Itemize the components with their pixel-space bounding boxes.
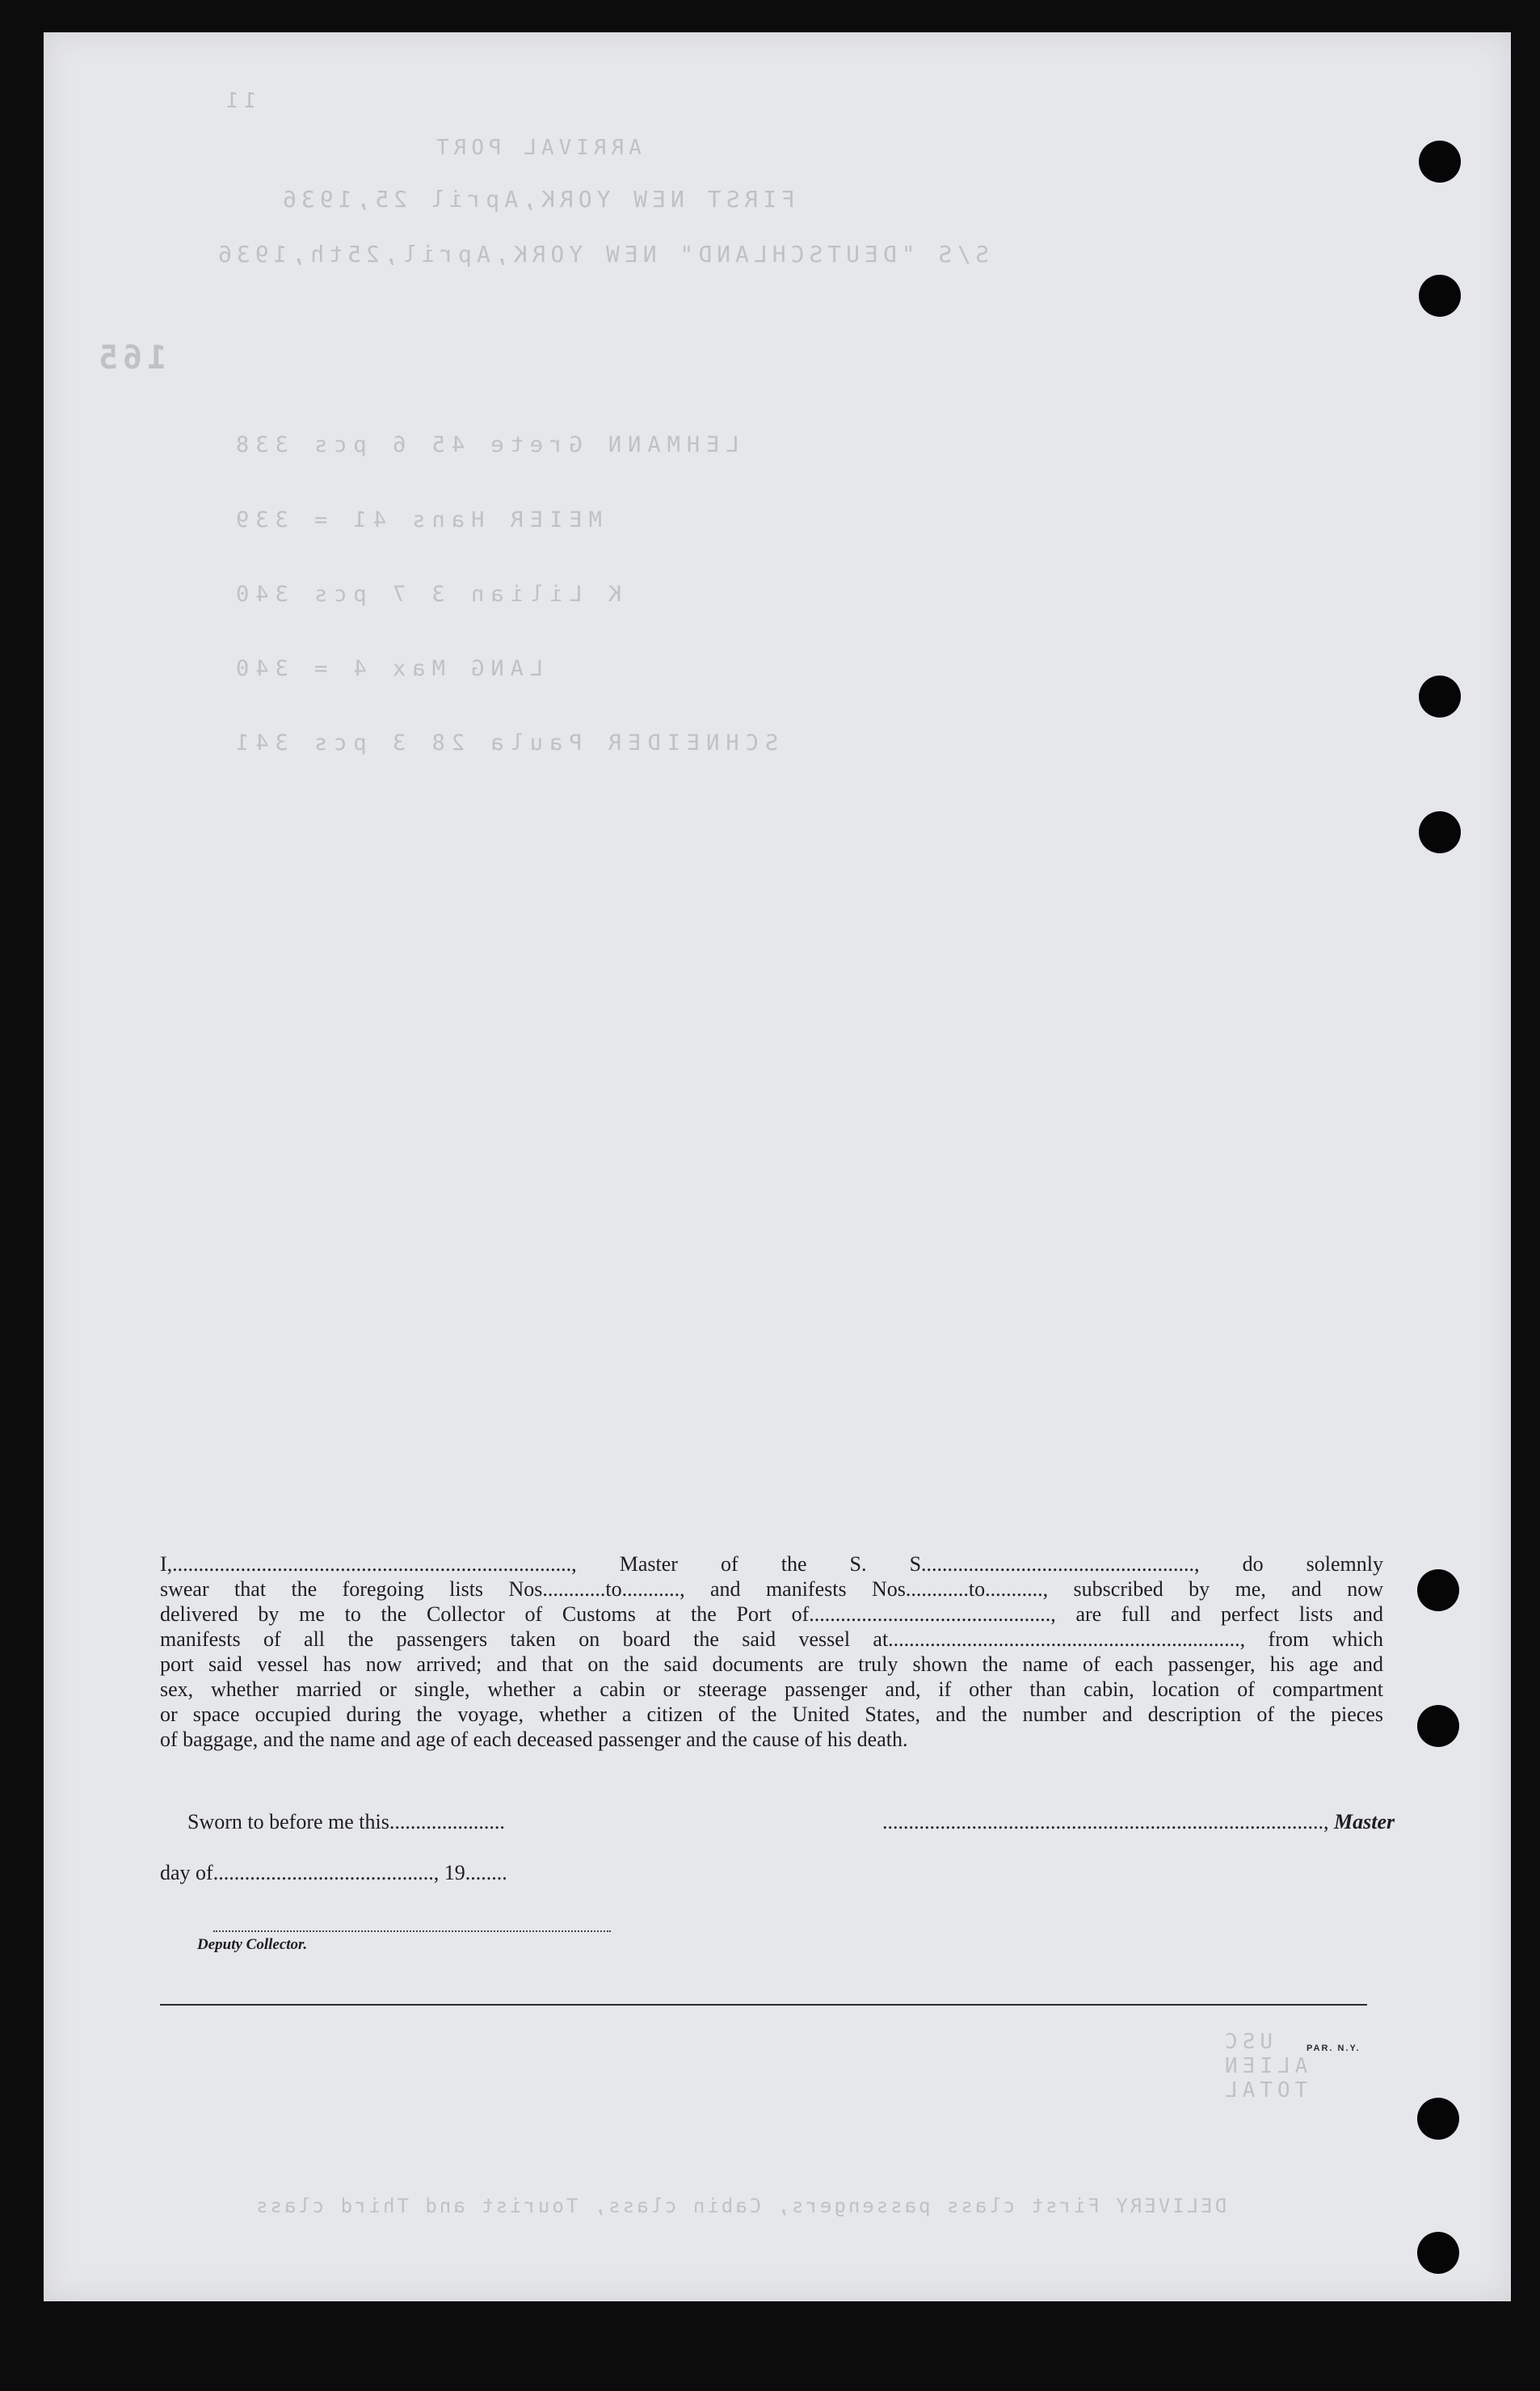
day-of-line: day of.........................................., 19........: [160, 1861, 507, 1884]
bleed-through-heading: ARRIVAL PORT: [431, 136, 642, 160]
binder-hole: [1417, 1705, 1459, 1747]
footer-rule: [160, 2004, 1367, 2006]
deputy-collector-signature-line: [213, 1930, 611, 1932]
bleed-through-ship-date: S/S "DEUTSCHLAND" NEW YORK,April,25th,1936: [213, 241, 990, 267]
oath-line: delivered by me to the Collector of Customs at the Port of.............................................., are full and perfect lists and: [160, 1602, 1383, 1626]
oath-line: I,............................................................................, Master of the S. S...................................................., do solemnly: [160, 1552, 1383, 1576]
binder-hole: [1417, 2098, 1459, 2140]
bleed-through-usc: USC: [1220, 2030, 1273, 2054]
oath-line: sex, whether married or single, whether a cabin or steerage passenger and, if other than cabin, location of compartment: [160, 1677, 1383, 1701]
master-signature-dots: ....................................................................................,: [882, 1810, 1329, 1833]
bleed-through-class-date: FIRST NEW YORK,April 25,1936: [278, 186, 796, 213]
oath-line: swear that the foregoing lists Nos............to..........., and manifests Nos............to..........., subscribed by me, and now: [160, 1577, 1383, 1601]
oath-line: port said vessel has now arrived; and that on the said documents are truly shown the name of each passenger, his age and: [160, 1652, 1383, 1676]
bleed-through-total: TOTAL: [1220, 2078, 1308, 2103]
bleed-through-row: K Lilian 3 7 pcs 340: [229, 582, 622, 607]
binder-hole: [1419, 141, 1461, 183]
oath-line: or space occupied during the voyage, whether a citizen of the United States, and the number and description of the pieces: [160, 1703, 1383, 1726]
bleed-through-row: LANG Max 4 = 340: [229, 656, 544, 681]
binder-hole: [1419, 676, 1461, 718]
bleed-through-row: MEIER Hans 41 = 339: [229, 507, 602, 533]
sworn-before-line: Sworn to before me this......................: [187, 1810, 505, 1833]
binder-hole: [1417, 1569, 1459, 1611]
binder-hole: [1417, 2232, 1459, 2274]
bleed-through-footer: DELIVERY First class passengers, Cabin class, Tourist and Third class: [254, 2195, 1227, 2217]
bleed-through-page-number: 11: [221, 89, 257, 113]
master-signature-line: [882, 1810, 1395, 1834]
binder-hole: [1419, 811, 1461, 853]
form-printer-mark: PAR. N.Y.: [1306, 2044, 1361, 2053]
bleed-through-alien: ALIEN: [1220, 2054, 1308, 2078]
master-label: Master: [1334, 1810, 1395, 1833]
master-oath-paragraph: [160, 1551, 1383, 1752]
deputy-collector-label: Deputy Collector.: [197, 1936, 308, 1953]
oath-line: manifests of all the passengers taken on board the said vessel at..................................................................., from which: [160, 1627, 1383, 1651]
manifest-page: [44, 32, 1511, 2301]
bleed-through-row: LEHMANN Grete 45 6 pcs 338: [229, 432, 739, 457]
binder-hole: [1419, 275, 1461, 317]
bleed-through-row: SCHNEIDER Paula 28 3 pcs 341: [229, 730, 779, 756]
bleed-through-list-number: 165: [94, 339, 167, 377]
oath-line: of baggage, and the name and age of each deceased passenger and the cause of his death.: [160, 1728, 908, 1751]
